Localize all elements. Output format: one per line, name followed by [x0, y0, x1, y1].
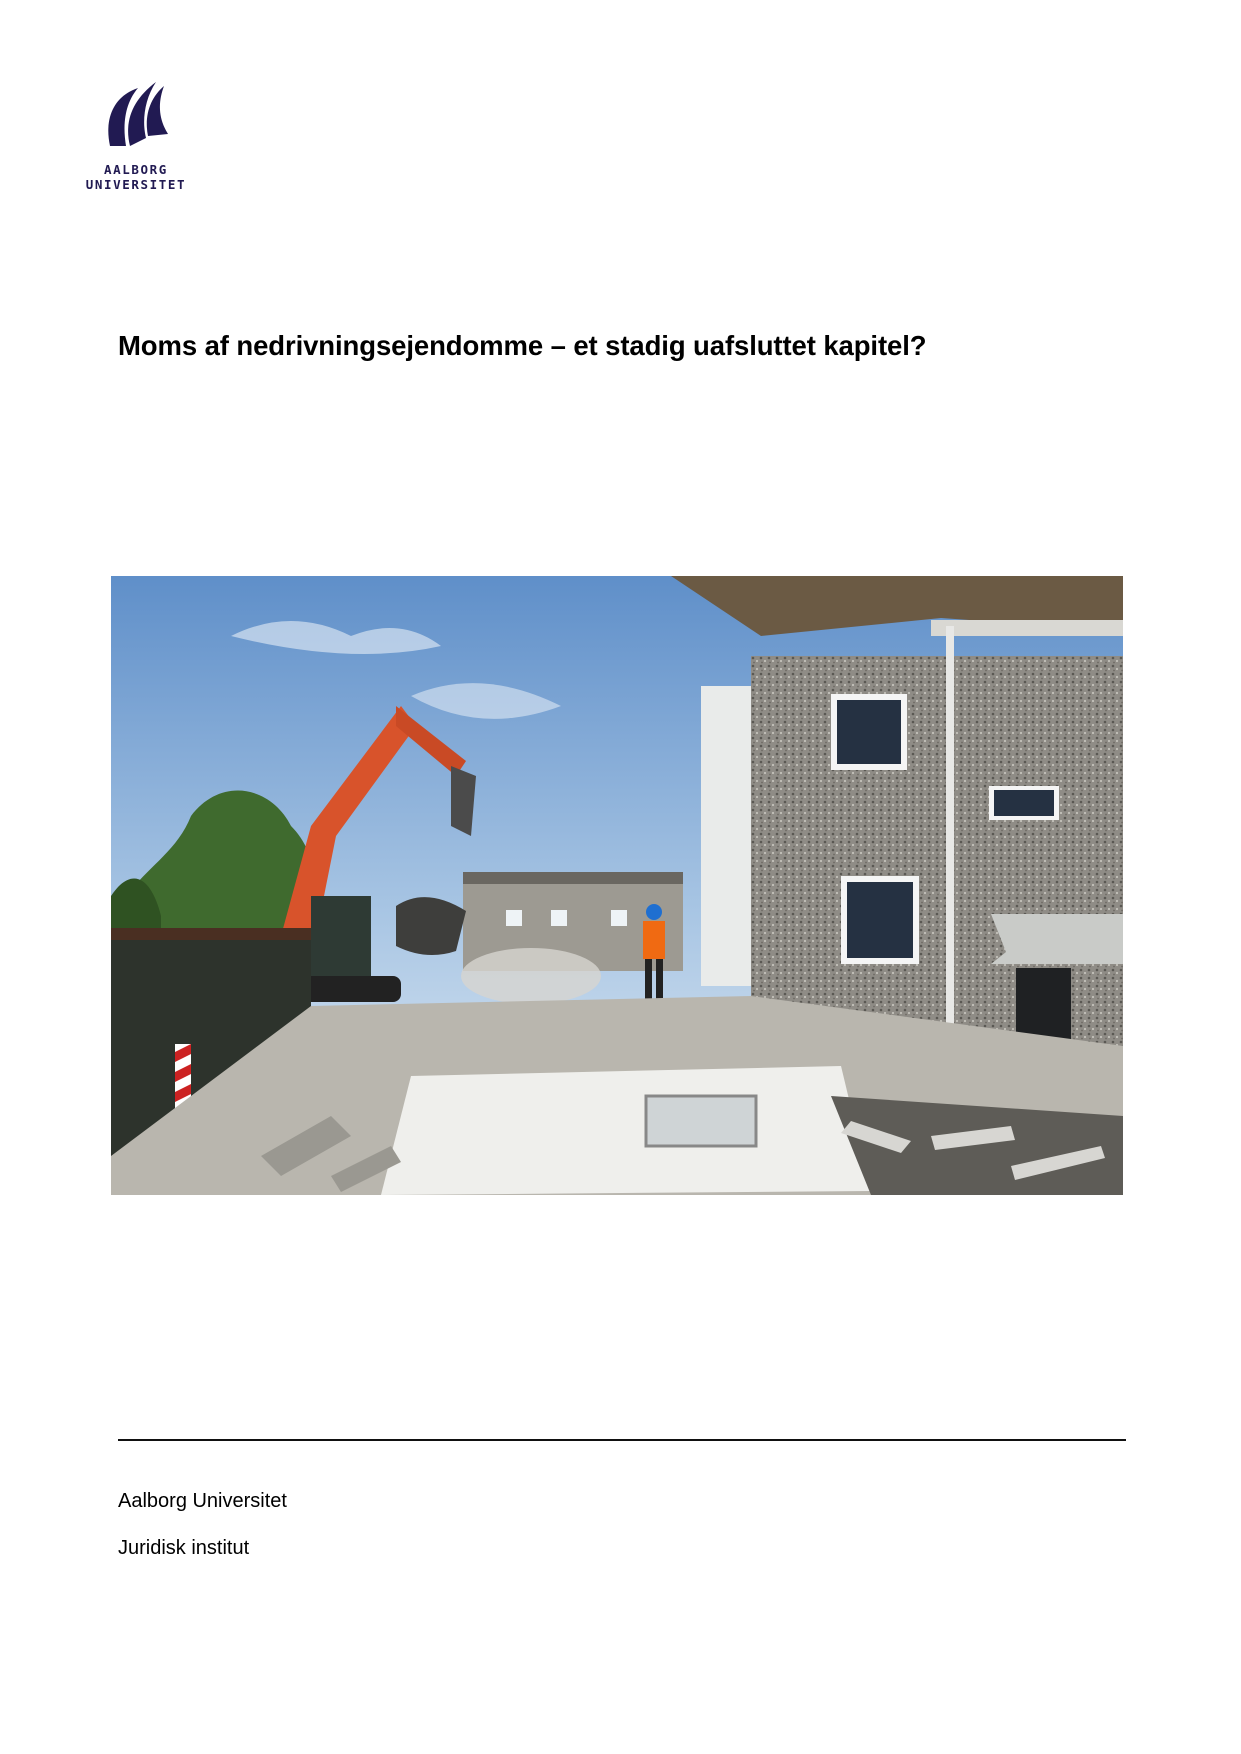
footer-department: Juridisk institut	[118, 1537, 250, 1559]
logo-line-1: AALBORG	[104, 162, 168, 177]
aau-wave-logo-icon	[104, 78, 168, 148]
horizontal-divider	[118, 1439, 1126, 1441]
university-logo	[78, 78, 194, 200]
footer-institution: Aalborg Universitet	[118, 1490, 287, 1512]
document-title: Moms af nedrivningsejendomme – et stadig uafsluttet kapitel?	[118, 330, 927, 361]
logo-line-2: UNIVERSITET	[85, 177, 187, 192]
demolition-photo	[111, 576, 1123, 1195]
